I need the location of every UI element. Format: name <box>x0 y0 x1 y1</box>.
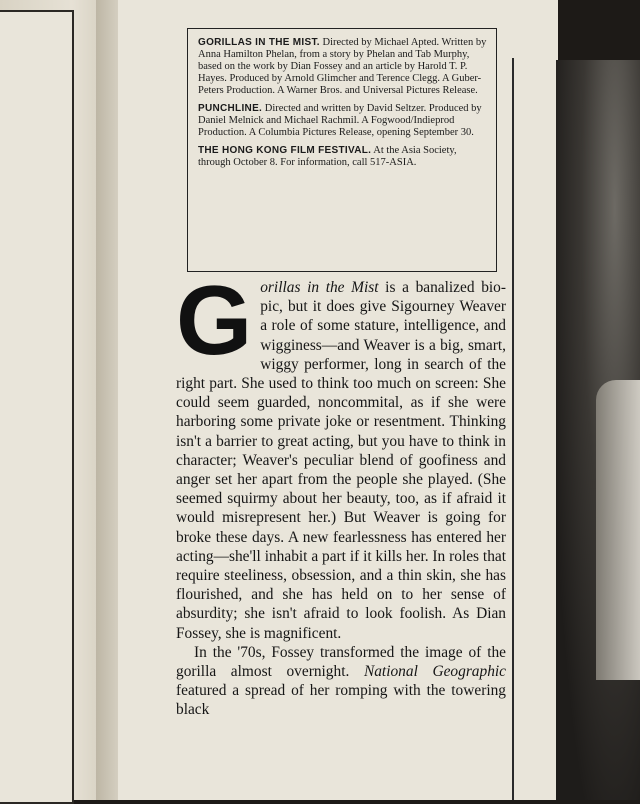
article-paragraph <box>176 265 506 643</box>
credit-text: Directed and written by David Seltzer. Produced by Daniel Melnick and Michael Rachmil. A Fogwood/Indieprod Production. A Columbia Pictures Release, opening September 30. <box>198 103 482 138</box>
credit-punchline <box>198 103 488 139</box>
drop-cap: G <box>176 265 253 375</box>
credit-title: PUNCHLINE. <box>198 103 263 114</box>
paragraph-text: is a banalized bio-pic, but it does give Sigourney Weaver a role of some stature, intelligence, and wigginess—and Weaver is a big, smart, wiggy performer, long in search of the right part. She used to think too much on screen: She could seem guarded, noncommital, as if she were harboring some private joke or resentment. Thinking isn't a barrier to great acting, but you have to think in character; Weaver's peculiar blend of goofiness and anger set her apart from the people she played. (She seemed squirmy about her beauty, too, as if afraid it would misrepresent her.) But Weaver is going for broke these days. A new fearlessness has entered her acting—she'll inhabit a part if it kills her. In roles that require steeliness, obsession, and a thin skin, she has flourished, and she has held on to her sense of absurdity; she isn't afraid to look foolish. As Dian Fossey, she is magnificent. <box>176 279 506 642</box>
paragraph-text: featured a spread of her romping with the towering black <box>176 682 506 719</box>
article-body <box>176 265 506 720</box>
magazine-title-italic: National Geographic <box>363 663 506 681</box>
column-rule <box>512 58 514 800</box>
left-page-frame <box>0 10 74 804</box>
photo-highlight <box>596 380 640 680</box>
credit-title: GORILLAS IN THE MIST. <box>198 37 320 48</box>
credit-gorillas <box>198 37 488 97</box>
credits-box <box>187 28 497 272</box>
credit-text: Directed by Michael Apted. Written by Anna Hamilton Phelan, from a story by Phelan and Tab Murphy, based on the work by Dian Fossey and an article by Harold T. P. Hayes. Produced by Arnold Glimcher and Terence Clegg. A Guber-Peters Production. A Warner Bros. and Universal Pictures Release. <box>198 37 487 96</box>
credit-title: THE HONG KONG FILM FESTIVAL. <box>198 145 372 156</box>
credit-festival <box>198 145 488 169</box>
film-title-italic: orillas in the Mist <box>260 279 379 296</box>
article-paragraph <box>176 643 506 720</box>
paragraph-text: In the '70s, Fossey transformed the image of the gorilla almost overnight. <box>176 643 506 681</box>
credit-text: At the Asia Society, through October 8. For information, call 517-ASIA. <box>198 145 457 168</box>
